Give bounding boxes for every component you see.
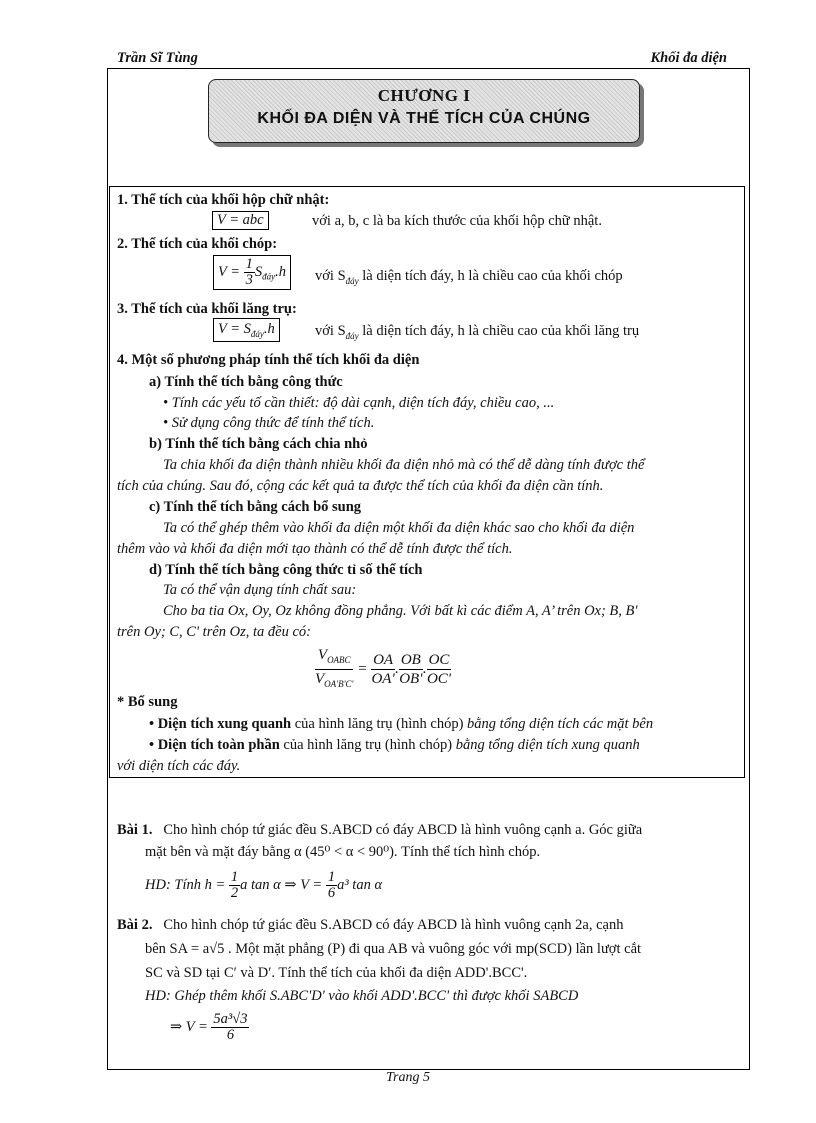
extra-line-2: • Diện tích toàn phần của hình lăng trụ (hình chóp) bằng tổng diện tích xung quanh (149, 737, 640, 753)
method-b-text-1: Ta chia khối đa diện thành nhiều khối đa diện nhỏ mà có thể dễ dàng tính được thể (163, 457, 645, 473)
exercise-2-text-3: SC và SD tại C′ và D′. Tính thể tích của khối đa diện ADD'.BCC'. (145, 965, 528, 981)
formula-box-pyramid: V = $\frac{1}{3}$ $S_{đáy}.h$ (213, 255, 291, 290)
method-c-text-1: Ta có thể ghép thêm vào khối đa diện một khối đa diện khác sao cho khối đa diện (163, 520, 635, 536)
exercise-2-result: ⇒ V = $\frac{\text{5a³√3}}{6}$ (170, 1011, 248, 1043)
frame-right (749, 68, 750, 1070)
volume-ratio-formula: $\frac{V_{OABC}}{V_{OA'B'C'}}$ = $\frac{OA}{OA'}$ . $\frac{OB}{OB'}$ . $\frac{OC}{OC'}$ (315, 647, 452, 689)
exercise-2-text-2: bên SA = a√5 . Một mặt phẳng (P) đi qua AB và vuông góc với mp(SCD) lần lượt cắt (145, 941, 642, 957)
chapter-number: CHƯƠNG I (377, 86, 471, 105)
header-author: Trần Sĩ Tùng (117, 50, 198, 66)
method-c-title: c) Tính thể tích bằng cách bổ sung (149, 499, 362, 515)
pyramid-sub: đáy (262, 271, 276, 282)
exercise-1-label: Bài 1. (117, 822, 153, 838)
method-a-bullet-1: • Tính các yếu tố cần thiết: độ dài cạnh, diện tích đáy, chiều cao, ... (163, 395, 555, 411)
method-d-title: d) Tính thể tích bằng công thức tỉ số thể tích (149, 562, 423, 578)
extra-line-3: với diện tích các đáy. (117, 758, 241, 774)
header-rule (107, 68, 749, 69)
method-d-text-2: Cho ba tia Ox, Oy, Oz không đồng phẳng. Với bất kì các điểm A, A’ trên Ox; B, B' (163, 603, 638, 619)
exercise-2: Bài 2. Cho hình chóp tứ giác đều S.ABCD có đáy ABCD là hình vuông cạnh 2a, cạnh (117, 917, 624, 933)
method-c-text-2: thêm vào và khối đa diện mới tạo thành có thể dễ tính được thể tích. (117, 541, 513, 557)
method-b-title: b) Tính thể tích bằng cách chia nhỏ (149, 436, 368, 452)
exercise-1-text-2: mặt bên và mặt đáy bằng α (45⁰ < α < 90⁰). Tính thể tích hình chóp. (145, 844, 541, 860)
chapter-title: KHỐI ĐA DIỆN VÀ THỂ TÍCH CỦA CHÚNG (257, 110, 591, 127)
exercise-2-label: Bài 2. (117, 917, 153, 933)
section-1-title: 1. Thể tích của khối hộp chữ nhật: (117, 192, 330, 208)
section-3-desc: với $S_{đáy}$ là diện tích đáy, h là chiều cao của khối lăng trụ (315, 323, 640, 341)
chapter-banner (208, 79, 640, 143)
page-number: Trang 5 (386, 1070, 430, 1085)
extra-line-1: • Diện tích xung quanh của hình lăng trụ (hình chóp) bằng tổng diện tích các mặt bên (149, 716, 654, 732)
section-1-desc: với a, b, c là ba kích thước của khối hộp chữ nhật. (312, 213, 602, 229)
pyramid-frac-num: 1 (245, 256, 253, 272)
pyramid-s: S (254, 263, 263, 280)
method-b-text-2: tích của chúng. Sau đó, cộng các kết quả ta được thể tích của khối đa diện cần tính. (117, 478, 604, 494)
exercise-2-hint: HD: Ghép thêm khối S.ABC'D' vào khối ADD'.BCC' thì được khối SABCD (145, 988, 579, 1004)
method-d-text-3: trên Oy; C, C' trên Oz, ta đều có: (117, 624, 311, 640)
formula-box-cuboid: V = abc (212, 211, 269, 230)
method-d-text-1: Ta có thể vận dụng tính chất sau: (163, 582, 357, 598)
exercise-1-hint: HD: Tính h = $\frac{1}{2}$ a tan α ⇒ V = $\frac{1}{6}$ a³ tan α (145, 869, 383, 901)
method-a-title: a) Tính thể tích bằng công thức (149, 374, 343, 390)
section-3-title: 3. Thể tích của khối lăng trụ: (117, 301, 297, 317)
section-2-title: 2. Thể tích của khối chóp: (117, 236, 278, 252)
pyramid-h: .h (275, 263, 287, 280)
method-a-bullet-2: • Sử dụng công thức để tính thể tích. (163, 415, 375, 431)
extra-title: * Bổ sung (117, 694, 178, 710)
section-4-title: 4. Một số phương pháp tính thể tích khối đa diện (117, 352, 420, 368)
header-subject: Khối đa diện (650, 50, 727, 66)
exercise-1: Bài 1. Cho hình chóp tứ giác đều S.ABCD có đáy ABCD là hình vuông cạnh a. Góc giữa (117, 822, 643, 838)
formula-box-prism: $V = S_{đáy}.h$ (213, 318, 280, 342)
section-2-desc: với $S_{đáy}$ là diện tích đáy, h là chiều cao của khối chóp (315, 268, 623, 286)
frame-left (107, 68, 108, 1070)
pyramid-frac-den: 3 (245, 272, 253, 288)
